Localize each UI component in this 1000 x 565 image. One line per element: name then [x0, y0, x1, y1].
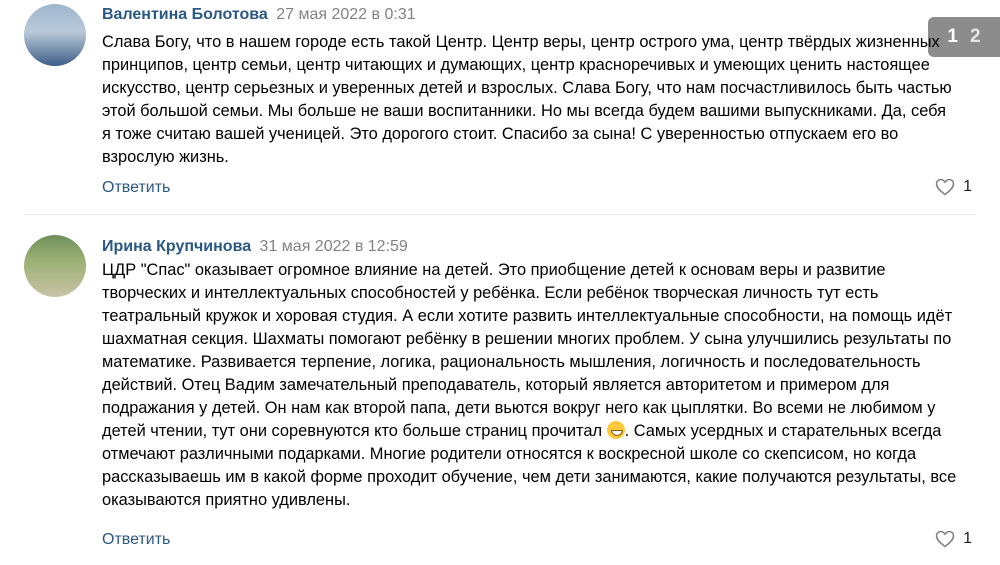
comment-date[interactable]: 31 мая 2022 в 12:59 [259, 238, 408, 255]
comment-text: Слава Богу, что в нашем городе есть такой Центр. Центр веры, центр острого ума, центр твёрдых жизненных принципов, центр семьи, центр читающих и думающих, центр красноречивых и умеющих ценить настоящее искусство, центр серьезных и уверенных детей и взрослых. Слава Богу, что нам посчастливилось быть частью этой большой семьи. Мы больше не ваши воспитанники. Но мы всегда будем вашими выпускниками. Да, себя я тоже считаю вашей ученицей. Это дорогого стоит. Спасибо за сына! С уверенностью отпускаем его во взрослую жизнь. [102, 33, 952, 166]
page-1-button[interactable]: 1 [947, 26, 958, 47]
like-count: 1 [963, 178, 972, 195]
comment-separator [24, 214, 976, 215]
comment-text [102, 259, 970, 512]
heart-outline-icon [935, 530, 955, 548]
heart-outline-icon [935, 178, 955, 196]
reply-button[interactable]: Ответить [102, 179, 171, 196]
grinning-face-emoji-icon [607, 421, 625, 439]
author-name[interactable]: Валентина Болотова [102, 6, 268, 23]
comment [0, 228, 1000, 565]
like-button[interactable] [935, 178, 972, 196]
page-2-button[interactable]: 2 [970, 26, 981, 47]
like-count: 1 [963, 530, 972, 547]
author-name[interactable]: Ирина Крупчинова [102, 238, 252, 255]
comment-text-part: . Самых усердных и старательных всегда отмечают различными подарками. Многие родители относятся к воскресной школе со скепсисом, но когда рассказываешь им в какой форме проходит обучение, чем дети занимаются, какие получаются результаты, все оказываются приятно удивлены. [102, 422, 957, 509]
comment-header [102, 6, 416, 24]
avatar[interactable] [24, 235, 86, 297]
comment-header [102, 238, 408, 256]
reply-button[interactable]: Ответить [102, 531, 171, 548]
comment-text-part: ЦДР "Спас" оказывает огромное влияние на детей. Это приобщение детей к основам веры и развитие творческих и интеллектуальных способностей у ребёнка. Если ребёнок творческая личность тут есть театральный кружок и хоровая студия. А если хотите развить интеллектуальные способности, на помощь идёт шахматная секция. Шахматы помогают ребёнку в решении многих проблем. У сына улучшились результаты по математике. Развивается терпение, логика, рациональность мышления, логичность и последовательность действий. Отец Вадим замечательный преподаватель, который является авторитетом и примером для подражания у детей. Он нам как второй папа, дети вьются вокруг него как цыплятки. Во всеми не любимом у детей чтении, тут они соревнуются кто больше страниц прочитал [102, 261, 953, 440]
comment [0, 0, 1000, 215]
like-button[interactable] [935, 530, 972, 548]
comment-date[interactable]: 27 мая 2022 в 0:31 [276, 6, 416, 23]
avatar[interactable] [24, 4, 86, 66]
pagination-overlay [928, 17, 1000, 57]
